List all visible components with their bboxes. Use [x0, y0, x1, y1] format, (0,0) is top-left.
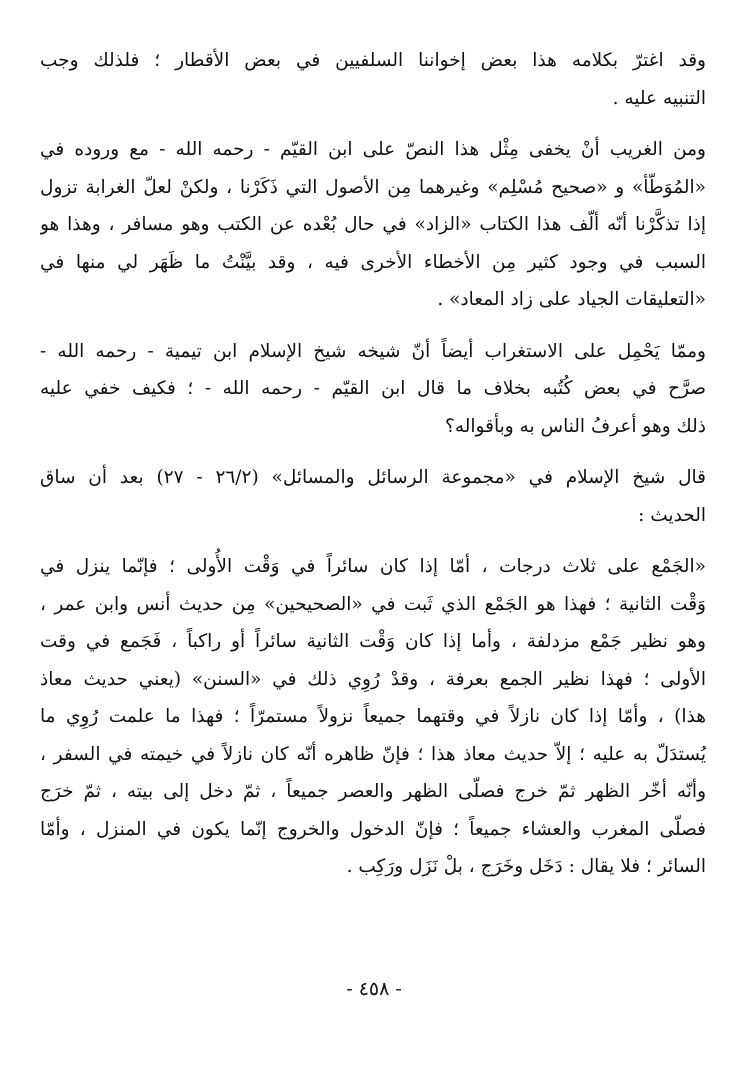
text-line: ذلك وهو أعرفُ الناس به وبأقواله؟ — [445, 415, 706, 437]
text-line: «المُوَطّأ» و «صحيح مُسْلِم» وغيرهما مِن الأصول التي ذَكَرْنا ، ولكنْ لعلّ الغرابة تزول — [40, 176, 706, 198]
text-line: إذا تذكَّرْنا أنّه ألّف هذا الكتاب «الزاد» في حال بُعْده عن الكتب وهو مسافر ، وهذا هو — [40, 214, 706, 235]
text-line: وممّا يَحْمِل على الاستغراب أيضاً أنّ شيخه شيخ الإسلام ابن تيمية - رحمه الله - — [40, 340, 706, 362]
text-line: التنبيه عليه . — [612, 87, 706, 109]
text-line: يُستدَلّ به عليه ؛ إلاّ حديث معاذ هذا ؛ فإنّ ظاهره أنّه كان نازلاً في خيمته في السفر ، — [40, 743, 706, 765]
text-line: السبب في وجود كثير مِن الأخطاء الأخرى فيه ، وقد بيَّنْتُ ما ظَهَر لي منها في — [40, 251, 706, 273]
text-line: هذا) ، وأمّا إذا كان نازلاً في وقتهما جميعاً نزولاً مستمرّاً ؛ فهذا ما علمت رُوِي ما — [40, 706, 706, 727]
text-line: وأنّه أخّر الظهر ثمّ خرج فصلّى الظهر والعصر جميعاً ، ثمّ دخل إلى بيته ، ثمّ خرَج — [40, 781, 706, 802]
paragraph-5-quote — [40, 548, 706, 886]
paragraph-4 — [40, 459, 706, 534]
text-line: فصلّى المغرب والعشاء جميعاً ؛ فإنّ الدخول والخروج إنّما يكون في المنزل ، وأمّا — [40, 818, 706, 840]
paragraph-1 — [40, 42, 706, 117]
text-line: وقد اغترّ بكلامه هذا بعض إخواننا السلفيين في بعض الأقطار ؛ فلذلك وجب — [40, 50, 706, 71]
text-line: وهو نظير جَمْع مزدلفة ، وأما إذا كان وَقْت الثانية سائراً أو راكباً ، فَجَمع في وقت — [40, 631, 706, 652]
paragraph-2 — [40, 131, 706, 319]
page-number: - ٤٥٨ - — [346, 978, 402, 1000]
text-line: السائر ؛ فلا يقال : دَخَل وخَرَج ، بلْ نَزَل ورَكِب . — [346, 856, 706, 877]
text-line: ومن الغريب أنْ يخفى مِثْل هذا النصّ على ابن القيّم - رحمه الله - مع وروده في — [40, 139, 706, 160]
text-line: «الجَمْع على ثلاث درجات ، أمّا إذا كان سائراً في وَقْت الأُولى ؛ فإنّما ينزل في — [40, 556, 706, 577]
text-line: وَقْت الثانية ؛ فهذا هو الجَمْع الذي ثَبت في «الصحيحين» مِن حديث أنس وابن عمر ، — [40, 593, 706, 615]
text-line: قال شيخ الإسلام في «مجموعة الرسائل والمسائل» (٢٦/٢ - ٢٧) بعد أن ساق — [40, 467, 706, 488]
text-line: صرَّح في بعض كُتُبه بخلاف ما قال ابن القيّم - رحمه الله - ؛ فكيف خفي عليه — [40, 378, 706, 399]
text-line: الحديث : — [638, 504, 706, 526]
text-line: الأولى ؛ فهذا نظير الجمع بعرفة ، وقدْ رُوِي ذلك في «السنن» (يعني حديث معاذ — [40, 668, 706, 690]
page-body — [40, 42, 706, 1047]
paragraph-3 — [40, 333, 706, 446]
text-line: «التعليقات الجياد على زاد المعاد» . — [437, 289, 706, 310]
